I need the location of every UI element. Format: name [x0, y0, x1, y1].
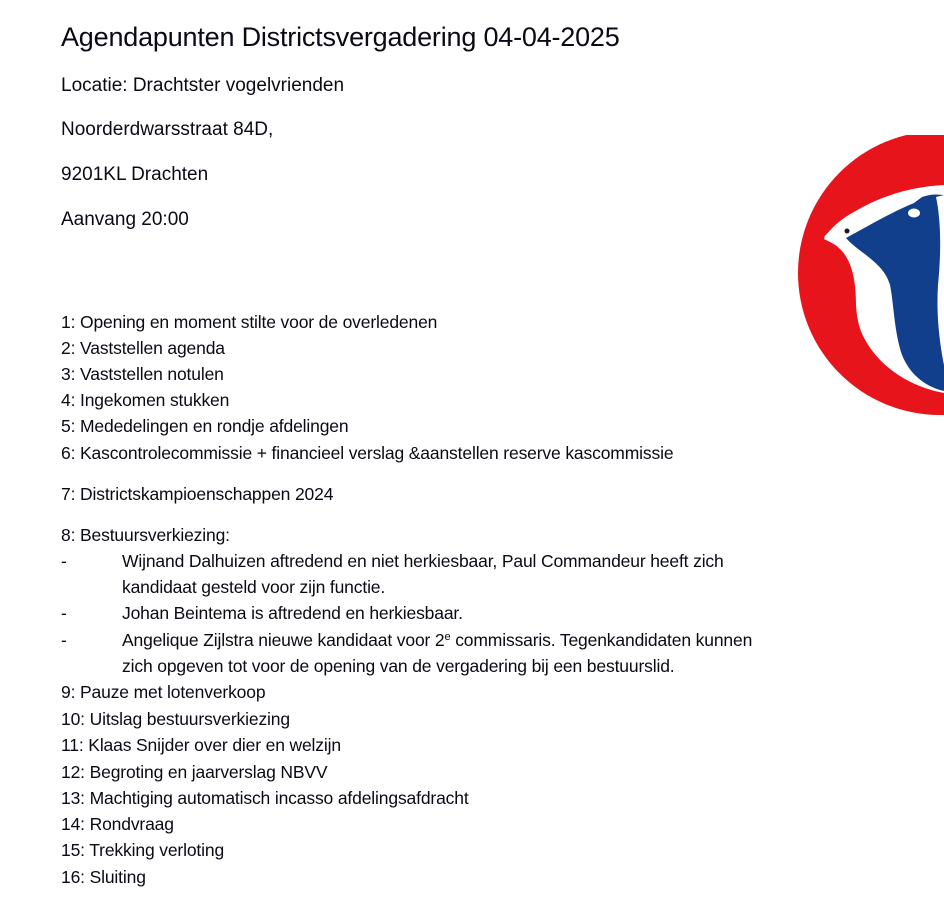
bullet-dash: - [61, 603, 67, 623]
bullet-text: zich opgeven tot voor de opening van de vergadering bij een bestuurslid. [122, 656, 675, 676]
agenda-item: 5: Mededelingen en rondje afdelingen [61, 416, 349, 436]
bullet-text-part: Angelique Zijlstra nieuwe kandidaat voor 2 [122, 630, 445, 650]
bullet-text [122, 627, 752, 653]
agenda-item: 6: Kascontrolecommissie + financieel verslag &aanstellen reserve kascommissie [61, 443, 674, 463]
agenda-item: 3: Vaststellen notulen [61, 364, 224, 384]
bullet-text: Wijnand Dalhuizen aftredend en niet herkiesbaar, Paul Commandeur heeft zich [122, 551, 724, 571]
agenda-item: 7: Districtskampioenschappen 2024 [61, 484, 334, 504]
location-label: Locatie: Drachtster vogelvrienden [61, 75, 345, 96]
agenda-item: 13: Machtiging automatisch incasso afdelingsafdracht [61, 788, 469, 808]
agenda-item: 15: Trekking verloting [61, 840, 225, 860]
bullet-text: Johan Beintema is aftredend en herkiesbaar. [122, 603, 463, 623]
agenda-item: 16: Sluiting [61, 867, 146, 887]
agenda-item: 4: Ingekomen stukken [61, 390, 230, 410]
bullet-text: kandidaat gesteld voor zijn functie. [122, 577, 386, 597]
document-title: Agendapunten Districtsvergadering 04-04-2025 [61, 22, 620, 52]
agenda-item: 12: Begroting en jaarverslag NBVV [61, 762, 328, 782]
agenda-item: 8: Bestuursverkiezing: [61, 525, 230, 545]
address-street: Noorderdwarsstraat 84D, [61, 119, 274, 140]
bullet-text-part: commissaris. Tegenkandidaten kunnen [450, 630, 753, 650]
address-city: 9201KL Drachten [61, 164, 209, 185]
bird-logo-icon [790, 135, 944, 415]
bullet-dash: - [61, 551, 67, 571]
agenda-item: 1: Opening en moment stilte voor de overledenen [61, 312, 438, 332]
start-time: Aanvang 20:00 [61, 209, 189, 230]
agenda-item: 2: Vaststellen agenda [61, 338, 225, 358]
ordinal-superscript: e [444, 631, 451, 643]
agenda-item: 11: Klaas Snijder over dier en welzijn [61, 735, 341, 755]
agenda-item: 9: Pauze met lotenverkoop [61, 682, 266, 702]
agenda-item: 10: Uitslag bestuursverkiezing [61, 709, 290, 729]
bullet-dash: - [61, 630, 67, 650]
agenda-item: 14: Rondvraag [61, 814, 174, 834]
